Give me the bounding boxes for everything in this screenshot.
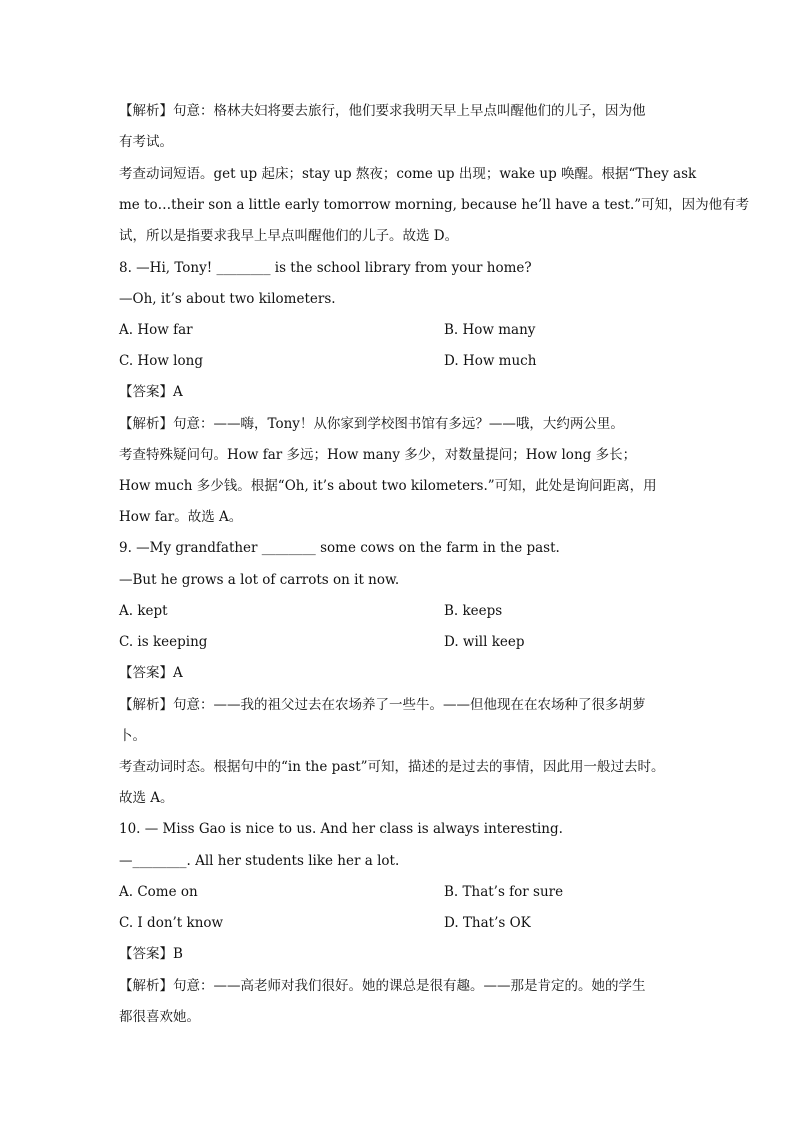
- q9-option-d: D. will keep: [444, 634, 525, 650]
- q9-analysis-line-1: 【解析】句意：——我的祖父过去在农场养了一些牛。——但他现在在农场种了很多胡萝: [119, 697, 646, 713]
- q9-option-a: A. kept: [119, 603, 168, 619]
- q9-option-b: B. keeps: [444, 603, 503, 619]
- q10-option-a: A. Come on: [119, 884, 198, 900]
- q9-analysis-line-2: 卜。: [119, 728, 146, 744]
- q8-analysis-line-3: How much 多少钱。根据“Oh, it’s about two kilometers.”可知，此处是询问距离，用: [119, 478, 657, 494]
- q8-answer: 【答案】A: [119, 384, 183, 400]
- q10-reply: —________. All her students like her a lot.: [119, 853, 400, 869]
- q8-option-c: C. How long: [119, 353, 203, 369]
- q9-reply: —But he grows a lot of carrots on it now.: [119, 572, 400, 588]
- q9-stem: 9. —My grandfather ________ some cows on the farm in the past.: [119, 540, 560, 556]
- q8-analysis-line-4: How far。故选 A。: [119, 509, 243, 525]
- q7-analysis-line-3: 考查动词短语。get up 起床；stay up 熬夜；come up 出现；wake up 唤醒。根据“They ask: [119, 166, 697, 182]
- q7-analysis-line-5: 试，所以是指要求我早上早点叫醒他们的儿子。故选 D。: [119, 228, 459, 244]
- q8-option-b: B. How many: [444, 322, 536, 338]
- q8-option-d: D. How much: [444, 353, 537, 369]
- q8-reply: —Oh, it’s about two kilometers.: [119, 291, 336, 307]
- q10-answer: 【答案】B: [119, 946, 183, 962]
- q8-analysis-line-2: 考查特殊疑问句。How far 多远；How many 多少，对数量提问；How long 多长；: [119, 447, 637, 463]
- q10-analysis-line-2: 都很喜欢她。: [119, 1009, 200, 1025]
- q7-analysis-line-2: 有考试。: [119, 134, 173, 150]
- q8-analysis-line-1: 【解析】句意：——嗨，Tony！从你家到学校图书馆有多远？——哦，大约两公里。: [119, 416, 624, 432]
- q7-analysis-line-4: me to…their son a little early tomorrow morning, because he’ll have a test.”可知，因为他有考: [119, 197, 750, 213]
- q10-option-c: C. I don’t know: [119, 915, 224, 931]
- q10-option-b: B. That’s for sure: [444, 884, 564, 900]
- q10-option-d: D. That’s OK: [444, 915, 531, 931]
- q9-option-c: C. is keeping: [119, 634, 208, 650]
- q8-stem: 8. —Hi, Tony! ________ is the school library from your home?: [119, 260, 532, 276]
- q10-stem: 10. — Miss Gao is nice to us. And her class is always interesting.: [119, 821, 563, 837]
- q9-answer: 【答案】A: [119, 665, 183, 681]
- q8-option-a: A. How far: [119, 322, 193, 338]
- q10-analysis-line-1: 【解析】句意：——高老师对我们很好。她的课总是很有趣。——那是肯定的。她的学生: [119, 978, 646, 994]
- q9-analysis-line-3: 考查动词时态。根据句中的“in the past”可知，描述的是过去的事情，因此用一般过去时。: [119, 759, 665, 775]
- q9-analysis-line-4: 故选 A。: [119, 790, 174, 806]
- q7-analysis-line-1: 【解析】句意：格林夫妇将要去旅行，他们要求我明天早上早点叫醒他们的儿子，因为他: [119, 103, 646, 119]
